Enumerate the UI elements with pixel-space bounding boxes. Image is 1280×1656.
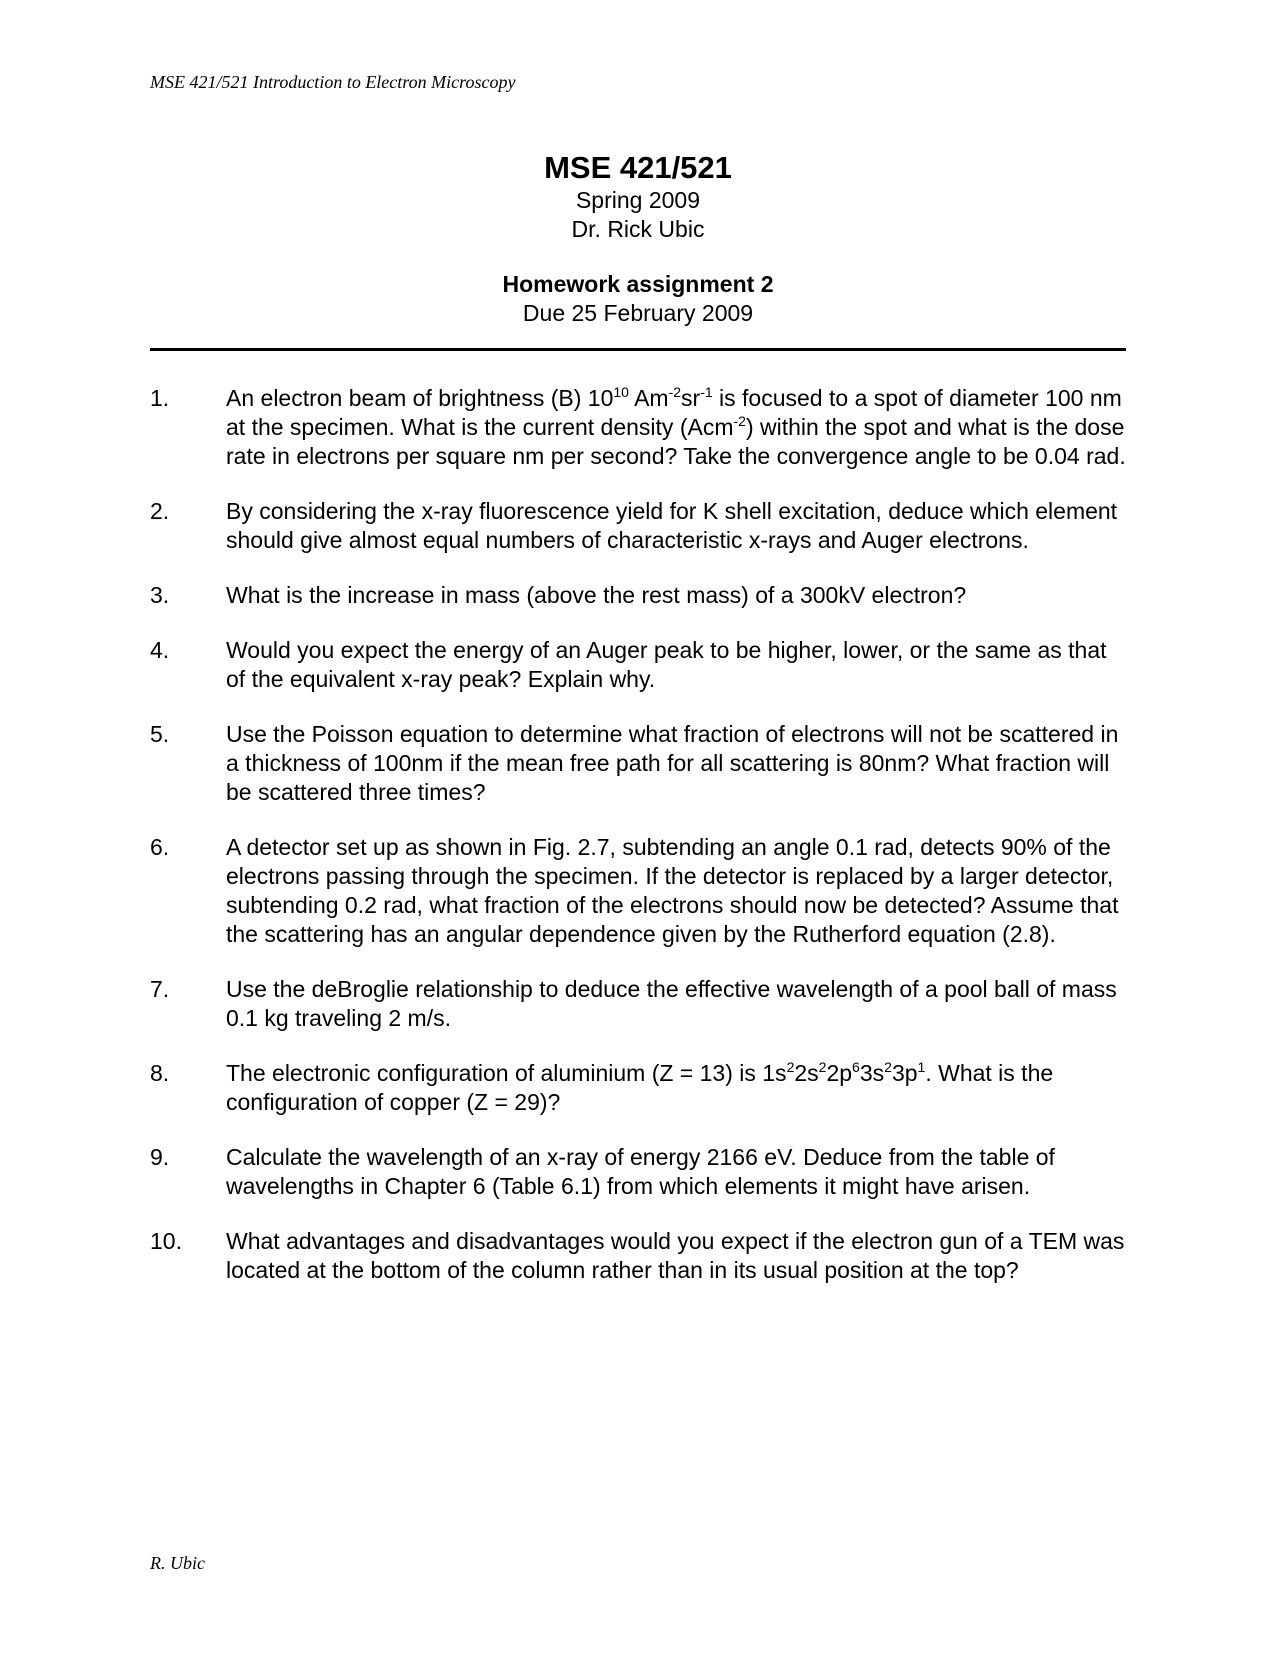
superscript: 2 — [818, 1059, 827, 1075]
question-text-run: What is the increase in mass (above the rest mass) of a 300kV electron? — [226, 582, 967, 608]
course-title: MSE 421/521 — [544, 150, 732, 185]
question-number: 4. — [150, 637, 170, 663]
question-text-run: An electron beam of brightness (B) 10 — [226, 385, 614, 411]
question-text — [226, 636, 1126, 694]
question-number: 7. — [150, 976, 170, 1002]
question-text-run: A detector set up as shown in Fig. 2.7, subtending an angle 0.1 rad, detects 90% of the electrons passing through the specimen. If the detector is replaced by a larger detector, subtending 0.2 rad, what fraction of the electrons should now be detected? Assume that the scattering has an angular dependence given by the Rutherford equation (2.8). — [226, 834, 1119, 947]
title-block — [150, 150, 1126, 328]
question-text-run: Calculate the wavelength of an x-ray of energy 2166 eV. Deduce from the table of wavelengths in Chapter 6 (Table 6.1) from which elements it might have arisen. — [226, 1144, 1055, 1199]
question-text-run: What advantages and disadvantages would you expect if the electron gun of a TEM was located at the bottom of the column rather than in its usual position at the top? — [226, 1228, 1125, 1283]
question-number: 8. — [150, 1060, 170, 1086]
question-text — [226, 384, 1126, 471]
question-text-run: The electronic configuration of aluminium (Z = 13) is 1s — [226, 1060, 787, 1086]
question-text — [226, 581, 1126, 610]
due-date: Due 25 February 2009 — [522, 300, 754, 326]
question-text — [226, 975, 1126, 1033]
superscript: -2 — [733, 413, 746, 429]
superscript: -2 — [668, 384, 682, 400]
question-text-run: By considering the x-ray fluorescence yield for K shell excitation, deduce which element should give almost equal numbers of characteristic x-rays and Auger electrons. — [226, 498, 1118, 553]
question-number: 10. — [150, 1228, 182, 1254]
superscript: -1 — [700, 384, 713, 400]
question-text-run: 3p — [891, 1060, 918, 1086]
question-text — [226, 720, 1126, 807]
question-item — [150, 497, 1126, 555]
question-number: 6. — [150, 834, 170, 860]
superscript: 2 — [884, 1059, 892, 1075]
running-header: MSE 421/521 Introduction to Electron Microscopy — [150, 72, 516, 92]
superscript: 10 — [613, 384, 629, 400]
question-text-run: Use the deBroglie relationship to deduce the effective wavelength of a pool ball of mass 0.1 kg traveling 2 m/s. — [226, 976, 1117, 1031]
question-text — [226, 1059, 1126, 1117]
question-text — [226, 833, 1126, 949]
question-text — [226, 1143, 1126, 1201]
question-number: 9. — [150, 1144, 170, 1170]
question-number: 3. — [150, 582, 170, 608]
title-divider — [150, 348, 1126, 351]
question-text-run: is focused to a spot of diameter 100 nm at the specimen. What is the current density (Acm — [226, 385, 1122, 440]
question-text-run: 2p — [826, 1060, 853, 1086]
question-item — [150, 636, 1126, 694]
superscript: 6 — [852, 1059, 860, 1075]
question-list — [150, 384, 1126, 1311]
question-text-run: ) within the spot and what is the dose rate in electrons per square nm per second? Take the convergence angle to be 0.04 rad. — [226, 414, 1126, 469]
question-item — [150, 833, 1126, 949]
assignment-title: Homework assignment 2 — [502, 271, 774, 297]
term: Spring 2009 — [575, 187, 701, 213]
question-item — [150, 1143, 1126, 1201]
question-text-run: 2s — [794, 1060, 819, 1086]
question-item — [150, 1227, 1126, 1285]
question-text — [226, 1227, 1126, 1285]
question-text-run: Would you expect the energy of an Auger peak to be higher, lower, or the same as that of the equivalent x-ray peak? Explain why. — [226, 637, 1107, 692]
question-text — [226, 497, 1126, 555]
instructor: Dr. Rick Ubic — [571, 216, 705, 242]
question-item — [150, 975, 1126, 1033]
question-number: 5. — [150, 721, 170, 747]
question-number: 2. — [150, 498, 170, 524]
superscript: 2 — [786, 1059, 795, 1075]
question-text-run: Use the Poisson equation to determine what fraction of electrons will not be scattered in a thickness of 100nm if the mean free path for all scattering is 80nm? What fraction will be scattered three times? — [226, 721, 1119, 805]
question-number: 1. — [150, 385, 170, 411]
page-footer: R. Ubic — [150, 1553, 205, 1573]
question-text-run: . What is the configuration of copper (Z = 29)? — [226, 1060, 1054, 1115]
question-item — [150, 1059, 1126, 1117]
superscript: 1 — [917, 1059, 926, 1075]
question-text-run: 3s — [859, 1060, 885, 1086]
question-text-run: sr — [681, 385, 701, 411]
question-item — [150, 720, 1126, 807]
question-text-run: Am — [628, 385, 669, 411]
question-item — [150, 581, 1126, 610]
question-item — [150, 384, 1126, 471]
